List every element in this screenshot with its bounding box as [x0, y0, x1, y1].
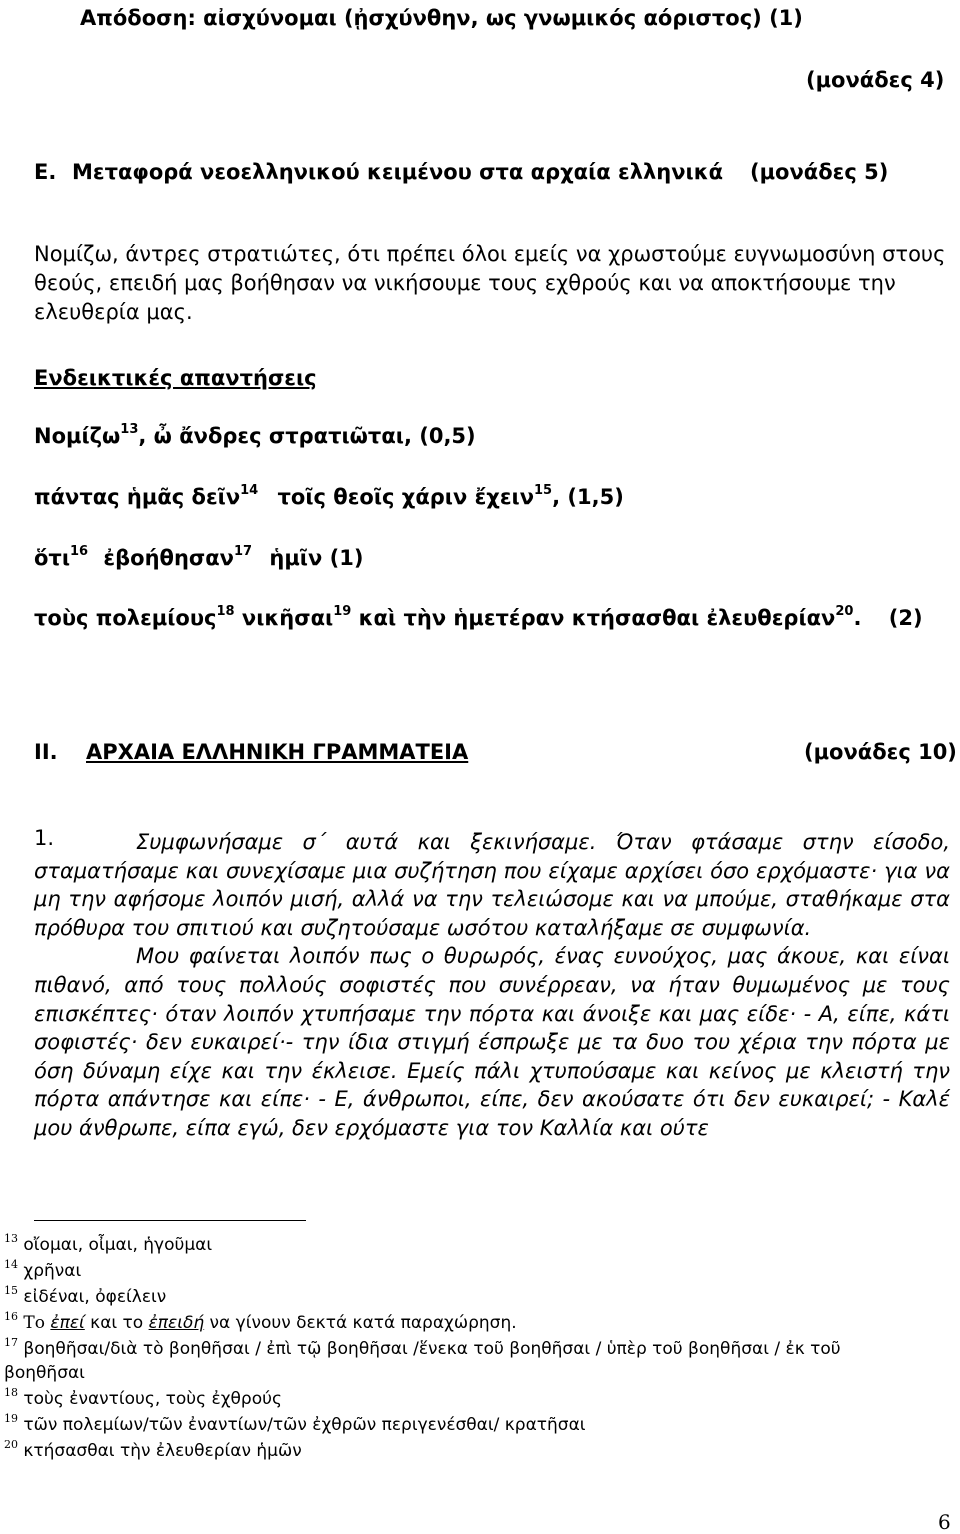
footnote-ref: 16: [70, 544, 89, 559]
footnote-text: τῶν πολεμίων/τῶν ἐναντίων/τῶν ἐχθρῶν περιγενέσθαι/ κρατῆσαι: [23, 1415, 586, 1435]
footnote-number: 20: [4, 1438, 18, 1452]
footnote-number: 17: [4, 1336, 18, 1350]
footnote-number: 19: [4, 1412, 18, 1426]
answer-text: Νομίζω: [34, 424, 121, 448]
footnote-text: τοὺς ἐναντίους, τοὺς ἐχθρούς: [23, 1389, 282, 1409]
item-number: 1.: [34, 826, 55, 850]
answer-text: τοῖς θεοῖς χάριν ἔχειν: [277, 485, 535, 509]
answer-text: ἐβοήθησαν: [103, 546, 234, 570]
footnote-word: ἐπειδή: [148, 1313, 205, 1333]
answer-text: ὅτι: [34, 546, 71, 570]
answer-text: ἡμῖν (1): [269, 546, 364, 570]
answer-text: .: [853, 606, 862, 630]
footnote-18: [4, 1388, 282, 1411]
answer-text: , ὦ ἄνδρες στρατιῶται, (0,5): [138, 424, 476, 448]
section-ii-numeral: II.: [34, 740, 58, 764]
section-e-letter: Ε.: [34, 160, 57, 184]
footnote-number: 14: [4, 1258, 18, 1272]
section-e-points: (μονάδες 5): [750, 160, 889, 184]
translation-paragraph-2: Μου φαίνεται λοιπόν πως ο θυρωρός, ένας ευνούχος, μας άκουε, και είναι πιθανό, από τους πολλούς σοφιστές που συνέρρεαν, να ήταν θυμωμένος με τους επισκέπτες· όταν λοιπόν χτυπήσαμε την πόρτα και άνοιξε και μας είδε· - Α, είπε, κάτι σοφιστές· δεν ευκαιρεί·- την ίδια στιγμή έσπρωξε με τα δυο του χέρια την πόρτα με όση δύναμη είχε και την έκλεισε. Εμείς πάλι χτυπούσαμε και κείνος με κλειστή την πόρτα απάντησε και είπε· - Ε, άνθρωποι, είπε, δεν ακούσατε ότι δεν ευκαιρεί; - Καλέ μου άνθρωπε, είπα εγώ, δεν ερχόμαστε για τον Καλλία και ούτε: [34, 944, 950, 1140]
footnote-17-continued: βοηθῆσαι: [4, 1363, 85, 1383]
answer-line-4: [34, 606, 923, 630]
section-ii-points: (μονάδες 10): [804, 740, 957, 764]
apodosi-line: Απόδοση: αἰσχύνομαι (ᾐσχύνθην, ως γνωμικός αόριστος) (1): [80, 6, 803, 30]
answer-text: πάντας ἡμᾶς δεῖν: [34, 485, 241, 509]
points-4: (μονάδες 4): [806, 68, 945, 92]
translation-paragraph-1: Συμφωνήσαμε σ΄ αυτά και ξεκινήσαμε. Όταν φτάσαμε στην είσοδο, σταματήσαμε και συνεχίσαμε μια συζήτηση που είχαμε αρχίσει όσο ερχόμαστε· για να μη την αφήσομε λοιπόν μισή, αλλά να την τελειώσομε και να μπούμε, σταθήκαμε στα πρόθυρα του σπιτιού και συζητούσαμε ωσότου καταλήξαμε σε συμφωνία.: [34, 830, 950, 940]
answer-text: (2): [888, 606, 923, 630]
answer-line-1: [34, 424, 476, 448]
task-line-3: ελευθερία μας.: [34, 300, 193, 324]
task-line-1: Νομίζω, άντρες στρατιώτες, ότι πρέπει όλοι εμείς να χρωστούμε ευγνωμοσύνη στους: [34, 242, 946, 266]
footnote-text: να γίνουν δεκτά κατά παραχώρηση.: [204, 1313, 517, 1333]
translation-text: [34, 828, 950, 1143]
footnote-16: [4, 1312, 517, 1335]
section-ii-title: ΑΡΧΑΙΑ ΕΛΛΗΝΙΚΗ ΓΡΑΜΜΑΤΕΙΑ: [86, 740, 469, 764]
footnote-word: ἐπεί: [50, 1313, 85, 1333]
page-number: 6: [938, 1510, 951, 1534]
footnote-17: [4, 1338, 841, 1361]
answer-text: νικῆσαι: [241, 606, 334, 630]
footnote-number: 13: [4, 1232, 18, 1246]
footnote-text: βοηθῆσαι/διὰ τὸ βοηθῆσαι / ἐπὶ τῷ βοηθῆσαι /ἕνεκα τοῦ βοηθῆσαι / ὑπὲρ τοῦ βοηθῆσαι / ἐκ τοῦ: [23, 1339, 841, 1359]
footnote-ref: 14: [240, 483, 259, 498]
footnote-20: [4, 1440, 302, 1463]
answer-line-2: [34, 485, 624, 509]
answer-text: τοὺς πολεμίους: [34, 606, 217, 630]
footnote-number: 18: [4, 1386, 18, 1400]
footnote-ref: 13: [120, 422, 139, 437]
footnote-ref: 20: [835, 604, 854, 619]
footnote-number: 15: [4, 1284, 18, 1298]
footnote-ref: 19: [333, 604, 352, 619]
footnote-13: [4, 1234, 212, 1257]
footnote-text: οἴομαι, οἶμαι, ἡγοῦμαι: [23, 1235, 213, 1255]
footnote-15: [4, 1286, 166, 1309]
footnote-text: χρῆναι: [23, 1261, 82, 1281]
footnote-14: [4, 1260, 81, 1283]
footnote-text: εἰδέναι, ὀφείλειν: [23, 1287, 167, 1307]
answers-heading: Ενδεικτικές απαντήσεις: [34, 366, 317, 390]
footnote-ref: 15: [534, 483, 553, 498]
footnote-separator: [34, 1220, 306, 1221]
task-line-2: θεούς, επειδή μας βοήθησαν να νικήσουμε τους εχθρούς και να αποκτήσουμε την: [34, 271, 896, 295]
footnote-text: Το: [23, 1313, 51, 1333]
answer-line-3: [34, 546, 363, 570]
footnote-ref: 17: [234, 544, 253, 559]
footnote-ref: 18: [216, 604, 235, 619]
footnote-19: [4, 1414, 586, 1437]
footnote-text: και το: [84, 1313, 149, 1333]
footnote-text: κτήσασθαι τὴν ἐλευθερίαν ἡμῶν: [23, 1441, 302, 1461]
section-e-title: Μεταφορά νεοελληνικού κειμένου στα αρχαία ελληνικά: [72, 160, 724, 184]
footnote-number: 16: [4, 1310, 18, 1324]
answer-text: καὶ τὴν ἡμετέραν κτήσασθαι ἐλευθερίαν: [358, 606, 836, 630]
answer-text: , (1,5): [552, 485, 624, 509]
